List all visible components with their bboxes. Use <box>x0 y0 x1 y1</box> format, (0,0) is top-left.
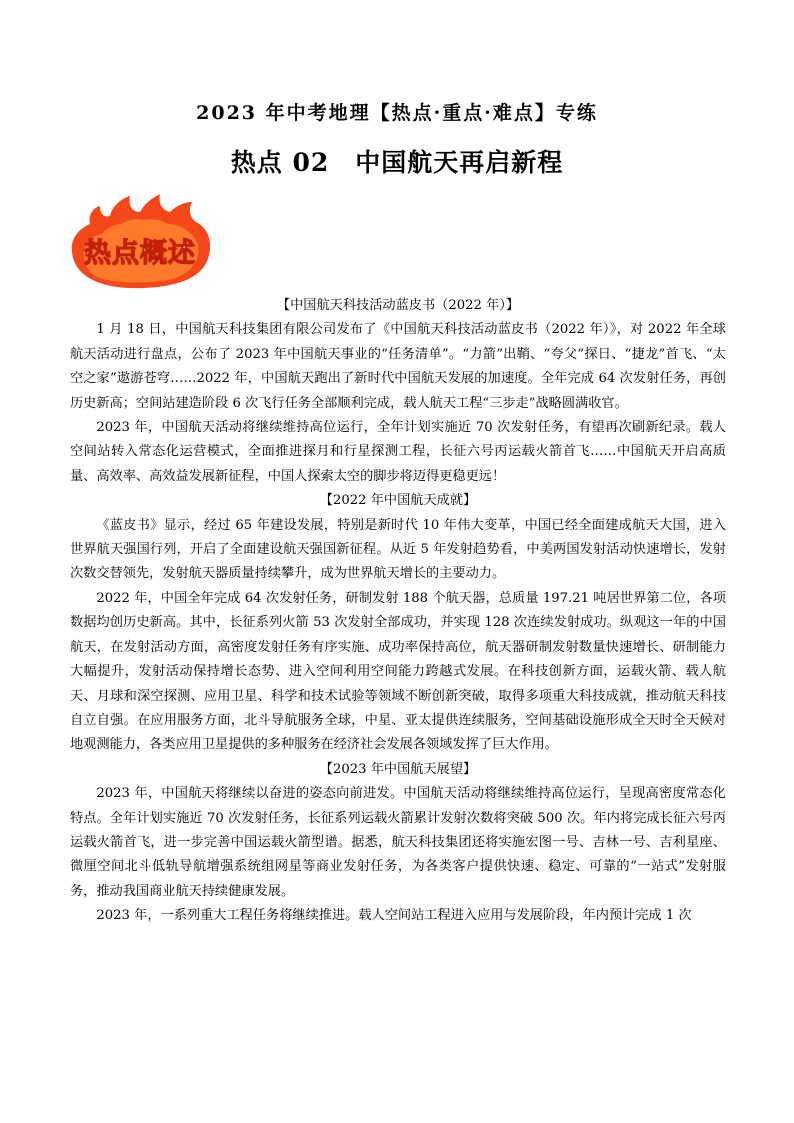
paragraph: 《蓝皮书》显示，经过 65 年建设发展，特别是新时代 10 年伟大变革，中国已经全面建成航天大国，进入世界航天强国行列，开启了全面建设航天强国新征程。从近 5 年发射趋势看，中美两国发射活动快速增长，发射次数交替领先，发射航天器质量持续攀升，成为世界航天增长的主要动力。 <box>70 517 726 582</box>
section-heading: 【2023 年中国航天展望】 <box>319 761 477 777</box>
hot-topic-badge <box>66 190 216 290</box>
paragraph: 2023 年，一系列重大工程任务将继续推进。载人空间站工程进入应用与发展阶段，年内预计完成 1 次 <box>96 908 692 924</box>
paragraph: 2022 年，中国全年完成 64 次发射任务，研制发射 188 个航天器，总质量 197.21 吨居世界第二位，各项数据均创历史新高。其中，长征系列火箭 53 次发射全部成功，并实现 128 次连续发射成功。纵观这一年的中国航天，在发射活动方面，高密度发射任务有序实施、成功率保持高位，航天器研制发射数量快速增长、研制能力大幅提升，发射活动保持增长态势、进入空间利用空间能力跨越式发展。在科技创新方面，运载火箭、载人航天、月球和深空探测、应用卫星、科学和技术试验等领域不断创新突破，取得多项重大科技成就，推动航天科技自立自强。在应用服务方面，北斗导航服务全球，中星、亚太提供连续服务，空间基础设施形成全天时全天候对地观测能力，各类应用卫星提供的多种服务在经济社会发展各领域发挥了巨大作用。 <box>70 590 726 753</box>
document-title: 2023 年中考地理【热点·重点·难点】专练 <box>196 102 598 124</box>
section-heading: 【2022 年中国航天成就】 <box>319 493 477 509</box>
paragraph: 1 月 18 日，中国航天科技集团有限公司发布了《中国航天科技活动蓝皮书（2022 年）》，对 2022 年全球航天活动进行盘点，公布了 2023 年中国航天事业的“任务清单”。“力箭”出鞘、“夸父”探日、“捷龙”首飞、“太空之家”遨游苍穹……2022 年，中国航天跑出了新时代中国航天发展的加速度。全年完成 64 次发射任务，再创历史新高；空间站建造阶段 6 次飞行任务全部顺利完成，载人航天工程“三步走”战略圆满收官。 <box>70 322 726 411</box>
section-heading: 【中国航天科技活动蓝皮书（2022 年）】 <box>276 298 520 313</box>
badge-label: 热点概述 <box>84 238 196 269</box>
document-subtitle: 热点 02 中国航天再启新程 <box>230 148 564 177</box>
flame-icon <box>66 190 216 290</box>
paragraph: 2023 年，中国航天活动将继续维持高位运行，全年计划实施近 70 次发射任务，有望再次刷新纪录。载人空间站转入常态化运营模式，全面推进探月和行星探测工程，长征六号丙运载火箭首飞……中国航天开启高质量、高效率、高效益发展新征程，中国人探索太空的脚步将迈得更稳更远！ <box>70 420 726 484</box>
article-body <box>70 294 726 929</box>
paragraph: 2023 年，中国航天将继续以奋进的姿态向前进发。中国航天活动将继续维持高位运行，呈现高密度常态化特点。全年计划实施近 70 次发射任务，长征系列运载火箭累计发射次数将突破 500 次。年内将完成长征六号丙运载火箭首飞，进一步完善中国运载火箭型谱。据悉，航天科技集团还将实施宏图一号、吉林一号、吉利星座、微厘空间北斗低轨导航增强系统组网星等商业发射任务，为各类客户提供快速、稳定、可靠的“一站式”发射服务，推动我国商业航天持续健康发展。 <box>70 786 726 899</box>
